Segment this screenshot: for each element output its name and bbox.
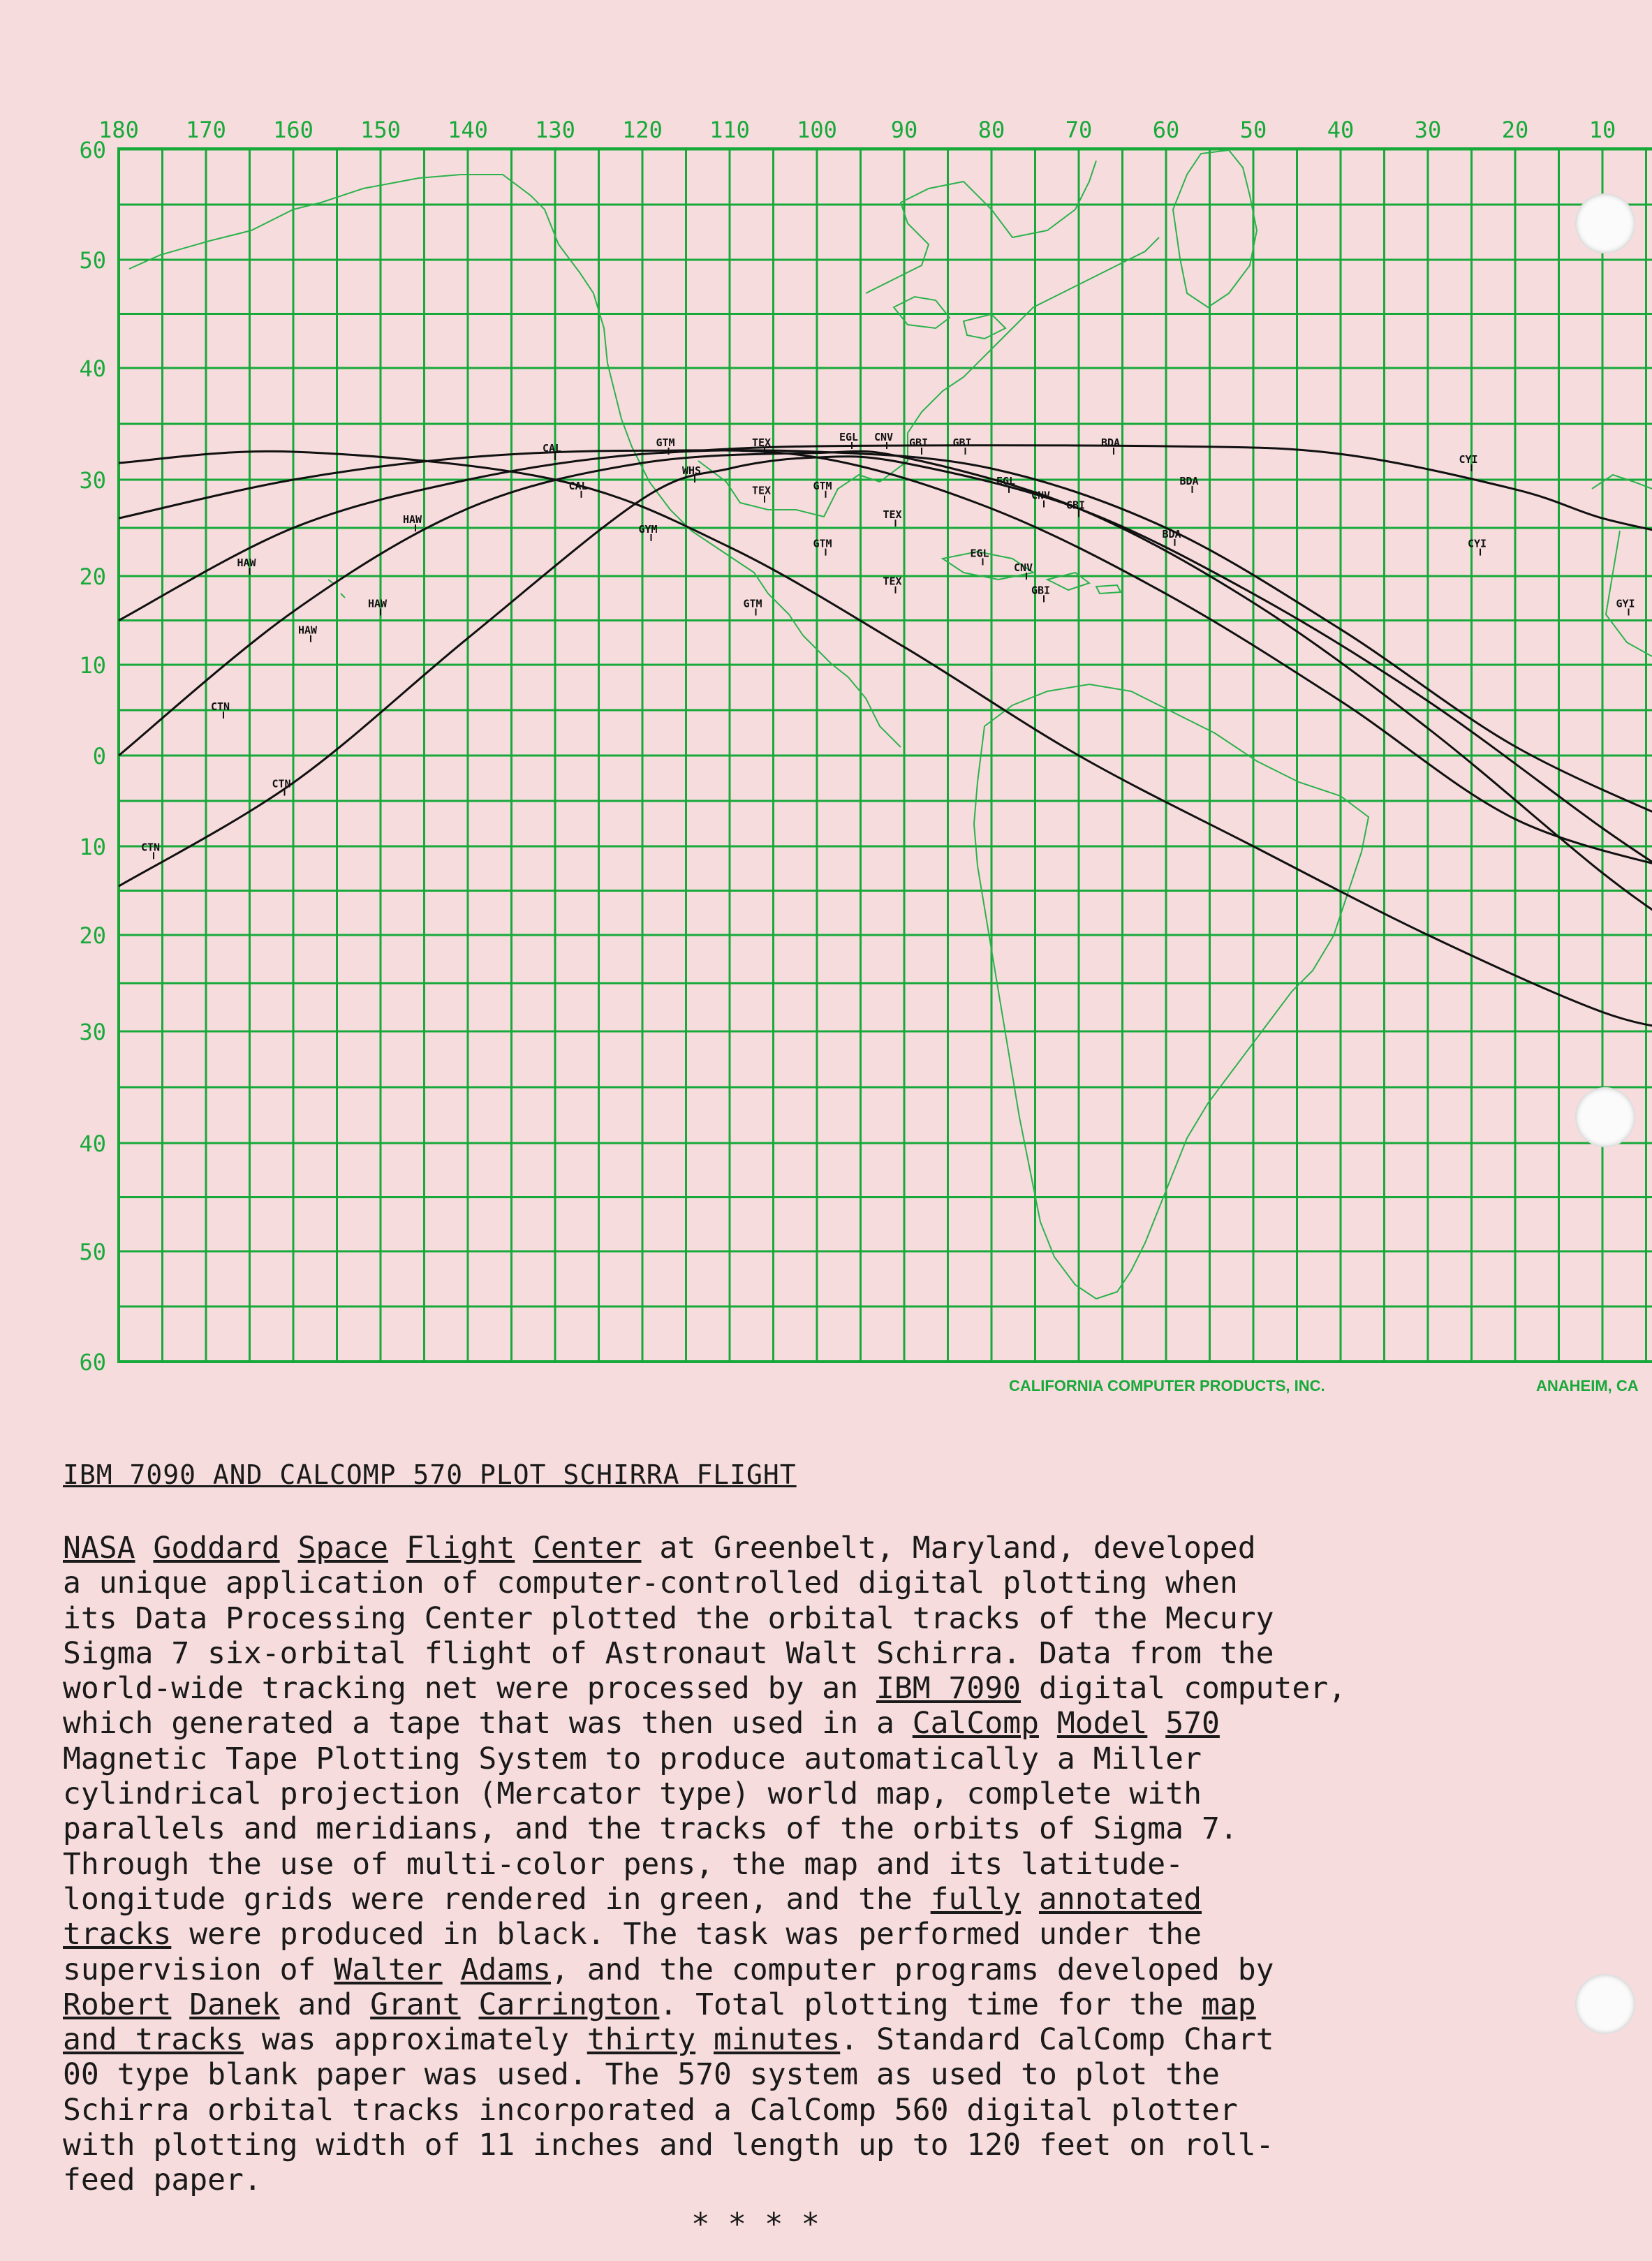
station-label: HAW bbox=[237, 557, 256, 570]
longitude-label: 60 bbox=[1152, 117, 1180, 143]
text-run: cylindrical projection (Mercator type) world map, complete with bbox=[63, 1776, 1202, 1812]
map-grid bbox=[119, 149, 1652, 1362]
latitude-label: 60 bbox=[79, 137, 106, 163]
article-line bbox=[63, 1882, 1634, 1917]
article-line bbox=[63, 1776, 1634, 1811]
text-run: were produced in black. The task was performed under the bbox=[171, 1917, 1202, 1952]
longitude-labels bbox=[98, 117, 1616, 143]
station-label: CTN bbox=[272, 777, 291, 790]
station-label: HAW bbox=[368, 597, 388, 610]
text-run bbox=[1147, 1706, 1165, 1741]
station-label: TEX bbox=[752, 436, 772, 449]
latitude-label: 0 bbox=[92, 743, 106, 769]
station-label: GBI bbox=[909, 436, 929, 449]
underlined-term: tracks bbox=[63, 1917, 172, 1952]
orbit-track bbox=[119, 451, 1652, 935]
station-label: WHS bbox=[682, 464, 702, 477]
punch-hole-top bbox=[1575, 193, 1635, 253]
text-run: feed paper. bbox=[63, 2163, 262, 2198]
station-label: BDA bbox=[1179, 474, 1199, 487]
article-line bbox=[63, 1811, 1634, 1846]
station-label: CNV bbox=[874, 431, 894, 443]
text-run bbox=[135, 1531, 154, 1566]
underlined-term: Center bbox=[533, 1531, 642, 1566]
station-label: GTM bbox=[813, 479, 832, 492]
latitude-label: 50 bbox=[79, 247, 106, 274]
underlined-term: map bbox=[1202, 1987, 1256, 2022]
underlined-term: fully bbox=[930, 1881, 1022, 1917]
latitude-label: 60 bbox=[79, 1349, 106, 1376]
latitude-label: 50 bbox=[79, 1239, 106, 1265]
station-label: GBI bbox=[1031, 584, 1051, 597]
text-run: 00 type blank paper was used. The 570 system as used to plot the bbox=[63, 2057, 1220, 2093]
longitude-label: 180 bbox=[98, 117, 139, 143]
article-line bbox=[63, 2022, 1634, 2057]
latitude-labels bbox=[79, 137, 106, 1376]
article-line bbox=[63, 1636, 1634, 1671]
text-run bbox=[171, 1987, 189, 2022]
station-label: GBI bbox=[952, 436, 972, 449]
text-run: . Standard CalComp Chart bbox=[840, 2022, 1274, 2058]
text-run: longitude grids were rendered in green, and the bbox=[63, 1881, 931, 1917]
longitude-label: 170 bbox=[186, 117, 226, 143]
underlined-term: Danek bbox=[189, 1987, 280, 2022]
text-run: a unique application of computer-controlled digital plotting when bbox=[63, 1566, 1238, 1601]
station-label: EGL bbox=[839, 431, 859, 443]
station-label: HAW bbox=[298, 624, 318, 637]
longitude-label: 80 bbox=[978, 117, 1005, 143]
text-run: Through the use of multi-color pens, the map and its latitude- bbox=[63, 1846, 1184, 1882]
underlined-term: Carrington bbox=[478, 1987, 660, 2022]
text-run: with plotting width of 11 inches and length up to 120 feet on roll- bbox=[63, 2128, 1274, 2163]
end-mark: **** bbox=[691, 2207, 838, 2242]
longitude-label: 160 bbox=[273, 117, 314, 143]
station-label: TEX bbox=[883, 508, 902, 522]
station-label: CNV bbox=[1031, 489, 1051, 502]
station-label: BDA bbox=[1101, 436, 1121, 449]
publisher-label: CALIFORNIA COMPUTER PRODUCTS, INC. bbox=[1009, 1377, 1325, 1394]
longitude-label: 50 bbox=[1239, 117, 1267, 143]
punch-hole-middle bbox=[1575, 1087, 1635, 1147]
underlined-term: Walter bbox=[334, 1952, 443, 1987]
longitude-label: 10 bbox=[1588, 117, 1616, 143]
text-run bbox=[1021, 1882, 1039, 1917]
article-line bbox=[63, 1706, 1634, 1741]
text-run bbox=[280, 1531, 298, 1566]
underlined-term: Robert bbox=[63, 1987, 172, 2022]
article-line bbox=[63, 1566, 1634, 1600]
longitude-label: 90 bbox=[890, 117, 918, 143]
article-line bbox=[63, 1987, 1634, 2022]
article-line bbox=[63, 1671, 1634, 1706]
article-line bbox=[63, 2093, 1634, 2128]
underlined-term: Model bbox=[1056, 1706, 1148, 1741]
underlined-term: Space bbox=[297, 1531, 389, 1566]
text-run: Sigma 7 six-orbital flight of Astronaut Walt Schirra. Data from the bbox=[63, 1635, 1274, 1671]
longitude-label: 140 bbox=[448, 117, 488, 143]
station-labels bbox=[141, 431, 1652, 859]
text-run: Schirra orbital tracks incorporated a CalComp 560 digital plotter bbox=[63, 2092, 1238, 2128]
station-label: GTM bbox=[743, 597, 762, 610]
station-label: GYM bbox=[638, 522, 658, 536]
text-run: which generated a tape that was then used in a bbox=[63, 1706, 913, 1741]
station-label: CYI bbox=[1459, 453, 1478, 466]
longitude-label: 70 bbox=[1065, 117, 1093, 143]
text-run: its Data Processing Center plotted the orbital tracks of the Mecury bbox=[63, 1600, 1274, 1636]
latitude-label: 30 bbox=[79, 1019, 106, 1045]
text-run: parallels and meridians, and the tracks of the orbits of Sigma 7. bbox=[63, 1811, 1238, 1847]
underlined-term: 570 bbox=[1165, 1706, 1220, 1741]
underlined-term: and tracks bbox=[63, 2022, 244, 2058]
underlined-term: annotated bbox=[1038, 1881, 1202, 1917]
latitude-label: 40 bbox=[79, 1130, 106, 1157]
station-label: CYI bbox=[1468, 537, 1487, 550]
station-label: CTN bbox=[211, 700, 230, 713]
article-line bbox=[63, 2163, 1634, 2197]
underlined-term: Grant bbox=[370, 1987, 461, 2022]
orbit-track bbox=[119, 451, 1652, 1031]
underlined-term: thirty bbox=[587, 2022, 696, 2058]
underlined-term: Goddard bbox=[153, 1531, 280, 1566]
text-run: digital computer, bbox=[1021, 1671, 1347, 1707]
station-label: EGL bbox=[970, 547, 989, 560]
station-label: TEX bbox=[883, 575, 902, 588]
text-run bbox=[388, 1531, 406, 1566]
longitude-label: 150 bbox=[360, 117, 401, 143]
underlined-term: Adams bbox=[460, 1952, 552, 1987]
article-line bbox=[63, 1601, 1634, 1636]
station-label: TEX bbox=[752, 484, 772, 497]
article-line bbox=[63, 1741, 1634, 1776]
orbit-track bbox=[119, 450, 1652, 828]
text-run: world-wide tracking net were processed by an bbox=[63, 1671, 876, 1707]
underlined-term: Flight bbox=[406, 1531, 515, 1566]
text-run bbox=[461, 1987, 479, 2022]
station-label: CAL bbox=[568, 479, 588, 492]
station-label: BDA bbox=[1162, 527, 1181, 540]
underlined-term: NASA bbox=[63, 1531, 135, 1566]
longitude-label: 40 bbox=[1327, 117, 1355, 143]
text-run: . Total plotting time for the bbox=[659, 1987, 1202, 2022]
text-run: was approximately bbox=[243, 2022, 587, 2058]
orbit-tracks bbox=[119, 445, 1652, 1031]
article-line bbox=[63, 1531, 1634, 1566]
text-run bbox=[695, 2022, 714, 2057]
text-run: , and the computer programs developed by bbox=[551, 1952, 1274, 1987]
text-run bbox=[515, 1531, 533, 1566]
underlined-term: minutes bbox=[714, 2022, 841, 2058]
longitude-label: 30 bbox=[1414, 117, 1442, 143]
latitude-label: 30 bbox=[79, 467, 106, 494]
longitude-label: 20 bbox=[1501, 117, 1529, 143]
text-run bbox=[443, 1952, 461, 1987]
text-run bbox=[1039, 1706, 1057, 1741]
article-line bbox=[63, 2128, 1634, 2163]
article-line bbox=[63, 1847, 1634, 1882]
text-run: and bbox=[279, 1987, 371, 2022]
text-run: Magnetic Tape Plotting System to produce automatically a Miller bbox=[63, 1741, 1202, 1776]
article-line bbox=[63, 2057, 1634, 2092]
latitude-label: 10 bbox=[79, 834, 106, 860]
station-label: GTM bbox=[813, 537, 832, 550]
station-label: EGL bbox=[996, 474, 1016, 487]
station-label: CNV bbox=[1014, 561, 1033, 575]
station-label: HAW bbox=[403, 513, 422, 526]
station-label: GYI bbox=[1616, 597, 1635, 610]
location-label: ANAHEIM, CA bbox=[1536, 1377, 1639, 1394]
latitude-label: 20 bbox=[79, 922, 106, 949]
longitude-label: 120 bbox=[622, 117, 663, 143]
station-label: CAL bbox=[543, 442, 562, 455]
article-line bbox=[63, 1917, 1634, 1952]
underlined-term: CalComp bbox=[912, 1706, 1039, 1741]
article-title: IBM 7090 AND CALCOMP 570 PLOT SCHIRRA FLIGHT bbox=[63, 1459, 797, 1490]
longitude-label: 110 bbox=[709, 117, 750, 143]
text-run: at Greenbelt, Maryland, developed bbox=[641, 1531, 1256, 1566]
longitude-label: 100 bbox=[797, 117, 837, 143]
station-label: GBI bbox=[1066, 499, 1086, 512]
station-label: GTM bbox=[656, 436, 675, 449]
latitude-label: 20 bbox=[79, 564, 106, 590]
latitude-label: 10 bbox=[79, 652, 106, 679]
station-label: CTN bbox=[141, 841, 161, 854]
article-line bbox=[63, 1952, 1634, 1987]
longitude-label: 130 bbox=[535, 117, 575, 143]
text-run: supervision of bbox=[63, 1952, 334, 1987]
latitude-label: 40 bbox=[79, 355, 106, 382]
article-body bbox=[63, 1531, 1634, 2198]
underlined-term: IBM 7090 bbox=[876, 1671, 1022, 1707]
